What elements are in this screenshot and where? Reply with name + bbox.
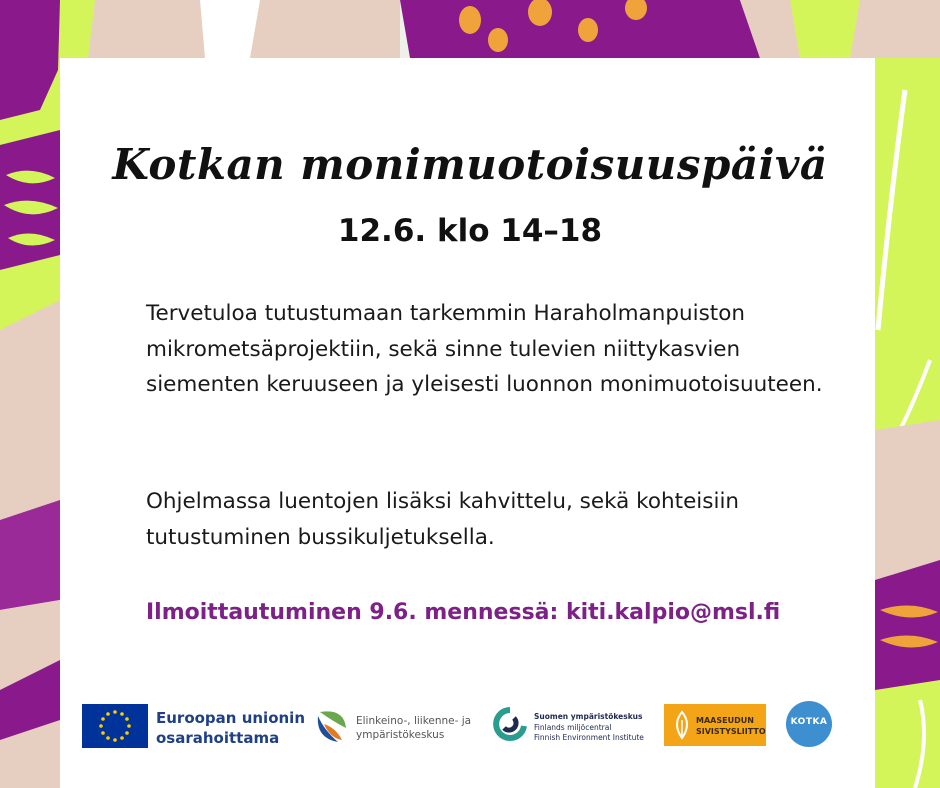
registration-info: Ilmoittautuminen 9.6. mennessä: kiti.kalpio@msl.fi [146,600,781,625]
eu-flag-icon [82,704,148,748]
intro-paragraph: Tervetuloa tutustumaan tarkemmin Haraholmanpuiston mikrometsäprojektiin, sekä sinne tulevien niittykasvien siementen keruuseen ja yleisesti luonnon monimuotoisuuteen. [146,301,823,397]
msl-logo [664,704,766,746]
syke-logo-line3: Finnish Environment Institute [534,733,644,742]
eu-logo-line2: osarahoittama [156,729,280,747]
ely-logo-line2: ympäristökeskus [356,729,445,741]
ely-leaf-icon [314,706,350,746]
syke-logo-line1: Suomen ympäristökeskus [534,712,643,721]
syke-logo-line2: Finlands miljöcentral [534,722,612,732]
program-paragraph: Ohjelmassa luentojen lisäksi kahvittelu, sekä kohteisiin tutustuminen bussikuljetuksella. [146,489,740,550]
ely-logo-line1: Elinkeino-, liikenne- ja [356,715,472,727]
event-date: 12.6. klo 14–18 [337,213,603,249]
kotka-logo-label: KOTKA [790,717,828,727]
kotka-logo [786,701,832,747]
syke-swirl-icon [492,706,528,744]
eu-logo-line1: Euroopan unionin [156,709,305,727]
msl-logo-line1: MAASEUDUN [696,716,754,725]
poster-title: Kotkan monimuotoisuuspäivä [112,140,828,189]
msl-seed-icon [672,710,692,740]
msl-logo-line2: SIVISTYSLIITTO [696,727,766,736]
